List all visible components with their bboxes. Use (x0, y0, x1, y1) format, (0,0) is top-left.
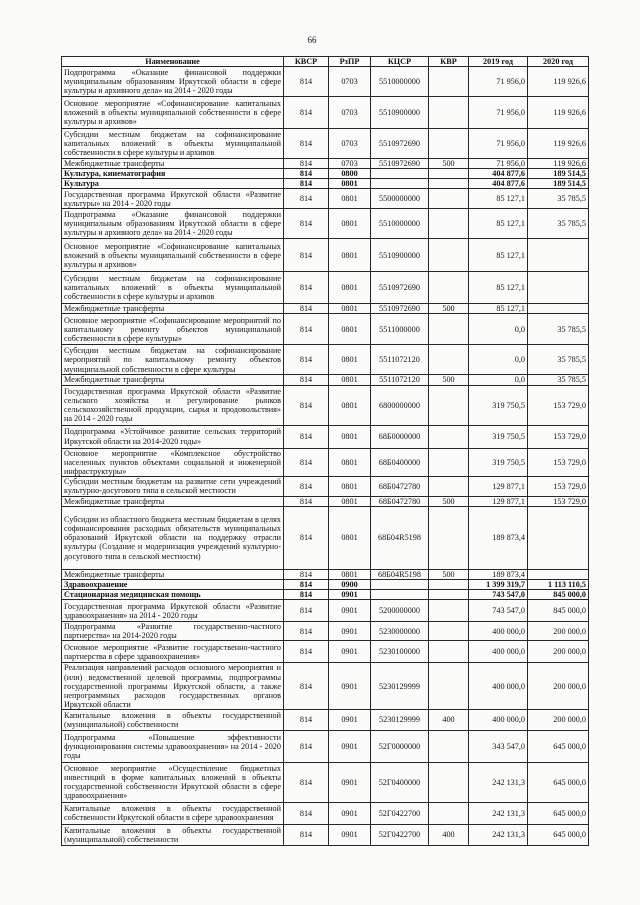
amount-2020: 200 000,0 (528, 663, 589, 709)
table-row (62, 802, 589, 824)
expense-type-code (429, 802, 469, 824)
section-code: 0800 (329, 169, 371, 179)
amount-2020: 1 113 110,5 (528, 580, 589, 590)
table-row (62, 730, 589, 762)
table-row (62, 179, 589, 189)
table-row (62, 304, 589, 314)
section-code: 0703 (329, 129, 371, 159)
kvsr-code: 814 (284, 641, 329, 663)
kvsr-code: 814 (284, 97, 329, 129)
amount-2019: 85 127,1 (469, 239, 528, 272)
table-row (62, 239, 589, 272)
kvsr-code: 814 (284, 159, 329, 169)
amount-2020: 645 000,0 (528, 762, 589, 802)
section-code: 0801 (329, 179, 371, 189)
amount-2019: 129 877,1 (469, 496, 528, 506)
target-article-code: 68Б0472780 (371, 476, 429, 496)
item-name: Государственная программа Иркутской области «Развитие здравоохранения» на 2014 - 2020 годы (62, 600, 284, 622)
item-name: Государственная программа Иркутской области «Развитие сельского хозяйства и регулирование рынков сельскохозяйственной продукции, сырья и продовольствия» на 2014 - 2020 годы (62, 385, 284, 425)
section-code: 0901 (329, 663, 371, 709)
amount-2019: 189 873,4 (469, 506, 528, 569)
kvsr-code: 814 (284, 580, 329, 590)
amount-2020: 35 785,5 (528, 345, 589, 375)
table-row (62, 663, 589, 709)
item-name: Культура, кинематография (62, 169, 284, 179)
expense-type-code (429, 129, 469, 159)
budget-table (61, 56, 589, 846)
amount-2019: 0,0 (469, 345, 528, 375)
kvsr-code: 814 (284, 590, 329, 600)
amount-2020: 35 785,5 (528, 209, 589, 239)
item-name: Межбюджетные трансферты (62, 569, 284, 579)
table-row (62, 448, 589, 476)
amount-2020: 35 785,5 (528, 375, 589, 385)
amount-2020: 645 000,0 (528, 802, 589, 824)
table-row (62, 569, 589, 579)
item-name: Субсидии местным бюджетам на софинансирование капитальных вложений в объекты муниципальной собственности в сфере культуры и архивов (62, 129, 284, 159)
table-body (62, 67, 589, 846)
table-row (62, 709, 589, 730)
kvsr-code: 814 (284, 425, 329, 448)
expense-type-code: 500 (429, 496, 469, 506)
table-row (62, 129, 589, 159)
section-code: 0801 (329, 189, 371, 209)
amount-2020 (528, 272, 589, 304)
target-article-code: 68Б0000000 (371, 425, 429, 448)
amount-2019: 400 000,0 (469, 622, 528, 641)
item-name: Основное мероприятие «Софинансирование капитальных вложений в объекты муниципальной собственности в сфере культуры и архивов» (62, 239, 284, 272)
expense-type-code (429, 189, 469, 209)
section-code: 0801 (329, 345, 371, 375)
item-name: Субсидии местным бюджетам на развитие сети учреждений культурно-досугового типа в сельской местности (62, 476, 284, 496)
expense-type-code (429, 272, 469, 304)
section-code: 0801 (329, 314, 371, 345)
kvsr-code: 814 (284, 730, 329, 762)
expense-type-code (429, 345, 469, 375)
item-name: Государственная программа Иркутской области «Развитие культуры» на 2014 - 2020 годы (62, 189, 284, 209)
item-name: Субсидии местным бюджетам на софинансирование капитальных вложений в объекты муниципальной собственности в сфере культуры и архивов (62, 272, 284, 304)
section-code: 0703 (329, 67, 371, 97)
expense-type-code: 400 (429, 709, 469, 730)
kvsr-code: 814 (284, 506, 329, 569)
item-name: Подпрограмма «Развитие государственно-частного партнерства» на 2014-2020 годы (62, 622, 284, 641)
amount-2019: 242 131,3 (469, 824, 528, 845)
item-name: Капитальные вложения в объекты государственной (муниципальной) собственности (62, 824, 284, 845)
amount-2019: 0,0 (469, 375, 528, 385)
item-name: Субсидии из областного бюджета местным бюджетам в целях софинансирования расходных обязательств муниципальных образований Иркутской области на поддержку отрасли культуры (Создание и модернизация учреждений культурно-досугового типа в сельской местности) (62, 506, 284, 569)
amount-2020: 153 729,0 (528, 385, 589, 425)
amount-2019: 404 877,6 (469, 179, 528, 189)
target-article-code: 5500000000 (371, 189, 429, 209)
expense-type-code (429, 209, 469, 239)
amount-2019: 242 131,3 (469, 802, 528, 824)
table-row (62, 476, 589, 496)
expense-type-code (429, 448, 469, 476)
table-row (62, 345, 589, 375)
item-name: Здравоохранение (62, 580, 284, 590)
section-code: 0801 (329, 476, 371, 496)
section-code: 0801 (329, 272, 371, 304)
table-row (62, 272, 589, 304)
header-kcsr: КЦСР (371, 57, 429, 67)
target-article-code: 5510900000 (371, 239, 429, 272)
table-row (62, 209, 589, 239)
amount-2019: 319 750,5 (469, 425, 528, 448)
target-article-code: 5511000000 (371, 314, 429, 345)
target-article-code: 52Г0000000 (371, 730, 429, 762)
item-name: Основное мероприятие «Развитие государственно-частного партнерства в сфере здравоохранения» (62, 641, 284, 663)
kvsr-code: 814 (284, 272, 329, 304)
kvsr-code: 814 (284, 802, 329, 824)
target-article-code: 5510000000 (371, 209, 429, 239)
amount-2020: 189 514,5 (528, 179, 589, 189)
item-name: Подпрограмма «Оказание финансовой поддержки муниципальным образованиям Иркутской области в сфере культуры и архивного дела» на 2014 - 2020 годы (62, 67, 284, 97)
amount-2019: 71 956,0 (469, 97, 528, 129)
amount-2020: 119 926,6 (528, 67, 589, 97)
table-row (62, 375, 589, 385)
kvsr-code: 814 (284, 762, 329, 802)
target-article-code: 5230129999 (371, 663, 429, 709)
section-code: 0801 (329, 375, 371, 385)
section-code: 0901 (329, 709, 371, 730)
target-article-code (371, 169, 429, 179)
section-code: 0801 (329, 448, 371, 476)
kvsr-code: 814 (284, 67, 329, 97)
kvsr-code: 814 (284, 189, 329, 209)
expense-type-code (429, 179, 469, 189)
table-row (62, 590, 589, 600)
section-code: 0703 (329, 159, 371, 169)
kvsr-code: 814 (284, 824, 329, 845)
table-row (62, 496, 589, 506)
expense-type-code (429, 425, 469, 448)
amount-2019: 400 000,0 (469, 663, 528, 709)
kvsr-code: 814 (284, 663, 329, 709)
section-code: 0901 (329, 802, 371, 824)
kvsr-code: 814 (284, 129, 329, 159)
kvsr-code: 814 (284, 179, 329, 189)
expense-type-code (429, 730, 469, 762)
amount-2019: 71 956,0 (469, 159, 528, 169)
amount-2020: 35 785,5 (528, 314, 589, 345)
amount-2020: 189 514,5 (528, 169, 589, 179)
target-article-code: 5510972690 (371, 272, 429, 304)
amount-2019: 0,0 (469, 314, 528, 345)
target-article-code: 5230000000 (371, 622, 429, 641)
table-row (62, 97, 589, 129)
expense-type-code (429, 385, 469, 425)
item-name: Межбюджетные трансферты (62, 159, 284, 169)
expense-type-code (429, 590, 469, 600)
item-name: Подпрограмма «Оказание финансовой поддержки муниципальным образованиям Иркутской области в сфере культуры и архивного дела» на 2014 - 2020 годы (62, 209, 284, 239)
section-code: 0900 (329, 580, 371, 590)
item-name: Культура (62, 179, 284, 189)
item-name: Основное мероприятие «Софинансирование мероприятий по капитальному ремонту объектов муниципальной собственности в сфере культуры» (62, 314, 284, 345)
expense-type-code (429, 67, 469, 97)
kvsr-code: 814 (284, 169, 329, 179)
header-kvsr: КВСР (284, 57, 329, 67)
amount-2020: 119 926,6 (528, 159, 589, 169)
kvsr-code: 814 (284, 496, 329, 506)
amount-2020 (528, 304, 589, 314)
table-row (62, 762, 589, 802)
amount-2020: 119 926,6 (528, 97, 589, 129)
header-2019: 2019 год (469, 57, 528, 67)
section-code: 0901 (329, 762, 371, 802)
section-code: 0801 (329, 506, 371, 569)
item-name: Реализация направлений расходов основного мероприятия и (или) ведомственной целевой программы, подпрограммы государственной программы Иркутской области, а также непрограммных расходов государственных органов Иркутской области (62, 663, 284, 709)
amount-2020: 645 000,0 (528, 730, 589, 762)
section-code: 0801 (329, 209, 371, 239)
expense-type-code (429, 622, 469, 641)
target-article-code (371, 580, 429, 590)
target-article-code: 68Б0400000 (371, 448, 429, 476)
table-row (62, 189, 589, 209)
amount-2020 (528, 506, 589, 569)
table-row (62, 824, 589, 845)
kvsr-code: 814 (284, 375, 329, 385)
section-code: 0801 (329, 496, 371, 506)
target-article-code: 68Б04R5198 (371, 506, 429, 569)
amount-2020: 153 729,0 (528, 496, 589, 506)
expense-type-code: 500 (429, 375, 469, 385)
table-row (62, 385, 589, 425)
item-name: Стационарная медицинская помощь (62, 590, 284, 600)
amount-2020: 200 000,0 (528, 641, 589, 663)
kvsr-code: 814 (284, 600, 329, 622)
expense-type-code: 500 (429, 159, 469, 169)
amount-2019: 400 000,0 (469, 641, 528, 663)
amount-2019: 189 873,4 (469, 569, 528, 579)
section-code: 0901 (329, 622, 371, 641)
target-article-code: 5511072120 (371, 345, 429, 375)
header-rzpr: РзПР (329, 57, 371, 67)
header-kvr: КВР (429, 57, 469, 67)
amount-2020 (528, 569, 589, 579)
amount-2019: 1 399 319,7 (469, 580, 528, 590)
table-row (62, 169, 589, 179)
amount-2019: 85 127,1 (469, 272, 528, 304)
table-row (62, 641, 589, 663)
item-name: Капитальные вложения в объекты государственной (муниципальной) собственности (62, 709, 284, 730)
section-code: 0801 (329, 239, 371, 272)
target-article-code: 5200000000 (371, 600, 429, 622)
target-article-code: 5510900000 (371, 97, 429, 129)
kvsr-code: 814 (284, 622, 329, 641)
target-article-code: 52Г0422700 (371, 802, 429, 824)
expense-type-code: 500 (429, 304, 469, 314)
target-article-code: 5510972690 (371, 159, 429, 169)
target-article-code: 68Б0472780 (371, 496, 429, 506)
amount-2020: 35 785,5 (528, 189, 589, 209)
amount-2020: 200 000,0 (528, 622, 589, 641)
section-code: 0901 (329, 824, 371, 845)
kvsr-code: 814 (284, 314, 329, 345)
section-code: 0901 (329, 600, 371, 622)
expense-type-code (429, 506, 469, 569)
amount-2020: 119 926,6 (528, 129, 589, 159)
item-name: Субсидии местным бюджетам на софинансирование мероприятий по капитальному ремонту объектов муниципальной собственности в сфере культуры (62, 345, 284, 375)
target-article-code: 5511072120 (371, 375, 429, 385)
item-name: Межбюджетные трансферты (62, 496, 284, 506)
item-name: Основное мероприятие «Осуществление бюджетных инвестиций в форме капитальных вложений в объекты государственной собственности Иркутской области в сфере здравоохранения» (62, 762, 284, 802)
target-article-code: 68Б04R5198 (371, 569, 429, 579)
page-number: 66 (307, 35, 317, 45)
kvsr-code: 814 (284, 304, 329, 314)
amount-2020: 153 729,0 (528, 448, 589, 476)
amount-2019: 129 877,1 (469, 476, 528, 496)
section-code: 0901 (329, 590, 371, 600)
amount-2019: 400 000,0 (469, 709, 528, 730)
target-article-code: 52Г0400000 (371, 762, 429, 802)
kvsr-code: 814 (284, 209, 329, 239)
table-row (62, 580, 589, 590)
table-row (62, 67, 589, 97)
table-row (62, 600, 589, 622)
amount-2019: 242 131,3 (469, 762, 528, 802)
kvsr-code: 814 (284, 345, 329, 375)
section-code: 0801 (329, 304, 371, 314)
section-code: 0901 (329, 730, 371, 762)
kvsr-code: 814 (284, 709, 329, 730)
amount-2020: 645 000,0 (528, 824, 589, 845)
target-article-code: 5230129999 (371, 709, 429, 730)
amount-2020: 153 729,0 (528, 425, 589, 448)
expense-type-code (429, 762, 469, 802)
expense-type-code (429, 476, 469, 496)
table-row (62, 506, 589, 569)
amount-2019: 71 956,0 (469, 67, 528, 97)
section-code: 0703 (329, 97, 371, 129)
kvsr-code: 814 (284, 476, 329, 496)
table-row (62, 314, 589, 345)
expense-type-code (429, 169, 469, 179)
amount-2019: 319 750,5 (469, 448, 528, 476)
header-name: Наименование (62, 57, 284, 67)
kvsr-code: 814 (284, 239, 329, 272)
amount-2020: 200 000,0 (528, 709, 589, 730)
amount-2019: 85 127,1 (469, 209, 528, 239)
target-article-code: 5230100000 (371, 641, 429, 663)
item-name: Подпрограмма «Повышение эффективности функционирования системы здравоохранения» на 2014 - 2020 годы (62, 730, 284, 762)
item-name: Межбюджетные трансферты (62, 375, 284, 385)
section-code: 0801 (329, 569, 371, 579)
amount-2019: 743 547,0 (469, 590, 528, 600)
target-article-code: 52Г0422700 (371, 824, 429, 845)
target-article-code: 6800000000 (371, 385, 429, 425)
amount-2019: 85 127,1 (469, 304, 528, 314)
kvsr-code: 814 (284, 385, 329, 425)
target-article-code (371, 590, 429, 600)
amount-2020: 153 729,0 (528, 476, 589, 496)
target-article-code: 5510000000 (371, 67, 429, 97)
item-name: Капитальные вложения в объекты государственной собственности Иркутской области в сфере здравоохранения (62, 802, 284, 824)
table-row (62, 425, 589, 448)
item-name: Подпрограмма «Устойчивое развитие сельских территорий Иркутской области на 2014-2020 годы» (62, 425, 284, 448)
target-article-code: 5510972690 (371, 304, 429, 314)
amount-2019: 85 127,1 (469, 189, 528, 209)
amount-2020 (528, 239, 589, 272)
kvsr-code: 814 (284, 448, 329, 476)
expense-type-code (429, 97, 469, 129)
target-article-code (371, 179, 429, 189)
expense-type-code (429, 239, 469, 272)
expense-type-code (429, 314, 469, 345)
table-row (62, 159, 589, 169)
header-2020: 2020 год (528, 57, 589, 67)
amount-2019: 743 547,0 (469, 600, 528, 622)
amount-2019: 343 547,0 (469, 730, 528, 762)
expense-type-code (429, 641, 469, 663)
target-article-code: 5510972690 (371, 129, 429, 159)
section-code: 0801 (329, 425, 371, 448)
section-code: 0801 (329, 385, 371, 425)
expense-type-code (429, 663, 469, 709)
item-name: Основное мероприятие «Софинансирование капитальных вложений в объекты муниципальной собственности в сфере культуры и архивов» (62, 97, 284, 129)
expense-type-code: 500 (429, 569, 469, 579)
kvsr-code: 814 (284, 569, 329, 579)
item-name: Основное мероприятие «Комплексное обустройство населенных пунктов объектами социальной и инженерной инфраструктуры» (62, 448, 284, 476)
expense-type-code: 400 (429, 824, 469, 845)
section-code: 0901 (329, 641, 371, 663)
expense-type-code (429, 580, 469, 590)
item-name: Межбюджетные трансферты (62, 304, 284, 314)
amount-2019: 404 877,6 (469, 169, 528, 179)
amount-2019: 319 750,5 (469, 385, 528, 425)
table-row (62, 622, 589, 641)
table-header-row (62, 57, 589, 67)
amount-2020: 845 000,0 (528, 590, 589, 600)
expense-type-code (429, 600, 469, 622)
amount-2019: 71 956,0 (469, 129, 528, 159)
amount-2020: 845 000,0 (528, 600, 589, 622)
